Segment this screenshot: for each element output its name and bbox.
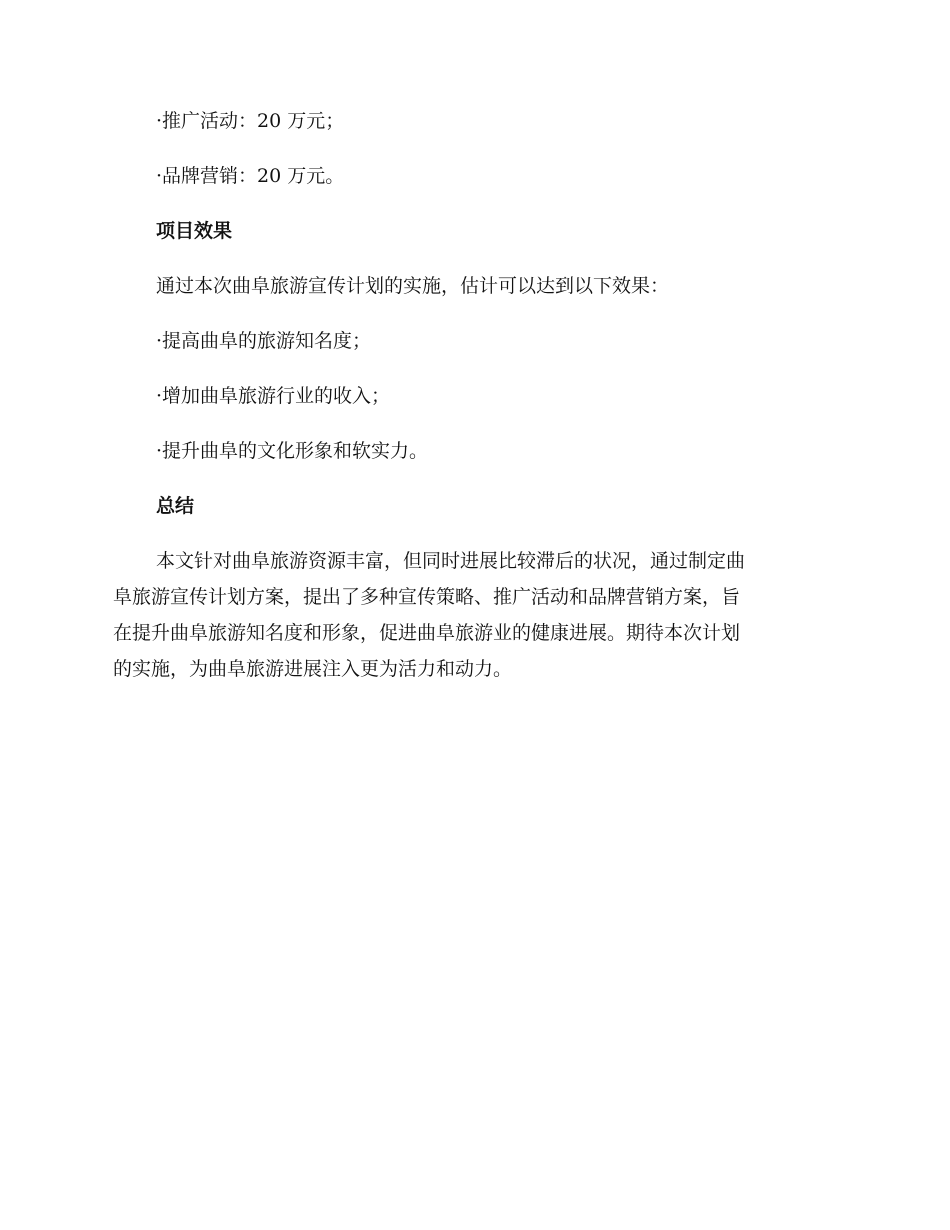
document-content — [113, 108, 833, 687]
summary-line: 阜旅游宣传计划方案，提出了多种宣传策略、推广活动和品牌营销方案，旨 — [113, 586, 741, 608]
list-item-text: 提高曲阜的旅游知名度； — [162, 330, 372, 352]
summary-line: 在提升曲阜旅游知名度和形象，促进曲阜旅游业的健康进展。期待本次计划 — [113, 622, 741, 644]
summary-paragraph — [113, 543, 833, 687]
list-item-text: 品牌营销：20 万元。 — [162, 165, 345, 187]
list-item-text: 推广活动：20 万元； — [162, 110, 345, 132]
list-item-budget-branding — [113, 163, 833, 189]
list-item-effect-revenue — [113, 383, 833, 409]
list-item-effect-awareness — [113, 328, 833, 354]
bullet: · — [156, 385, 163, 407]
section-heading-summary: 总结 — [156, 495, 195, 517]
list-item-budget-promotion — [113, 108, 833, 134]
bullet: · — [156, 165, 163, 187]
summary-line: 本文针对曲阜旅游资源丰富，但同时进展比较滞后的状况，通过制定曲 — [156, 550, 746, 572]
effects-intro: 通过本次曲阜旅游宣传计划的实施，估计可以达到以下效果： — [156, 275, 670, 297]
list-item-text: 增加曲阜旅游行业的收入； — [162, 385, 391, 407]
list-item-effect-image — [113, 438, 833, 464]
section-heading-effects: 项目效果 — [156, 220, 233, 242]
bullet: · — [156, 440, 163, 462]
bullet: · — [156, 110, 163, 132]
bullet: · — [156, 330, 163, 352]
summary-line: 的实施，为曲阜旅游进展注入更为活力和动力。 — [113, 658, 513, 680]
list-item-text: 提升曲阜的文化形象和软实力。 — [162, 440, 429, 462]
